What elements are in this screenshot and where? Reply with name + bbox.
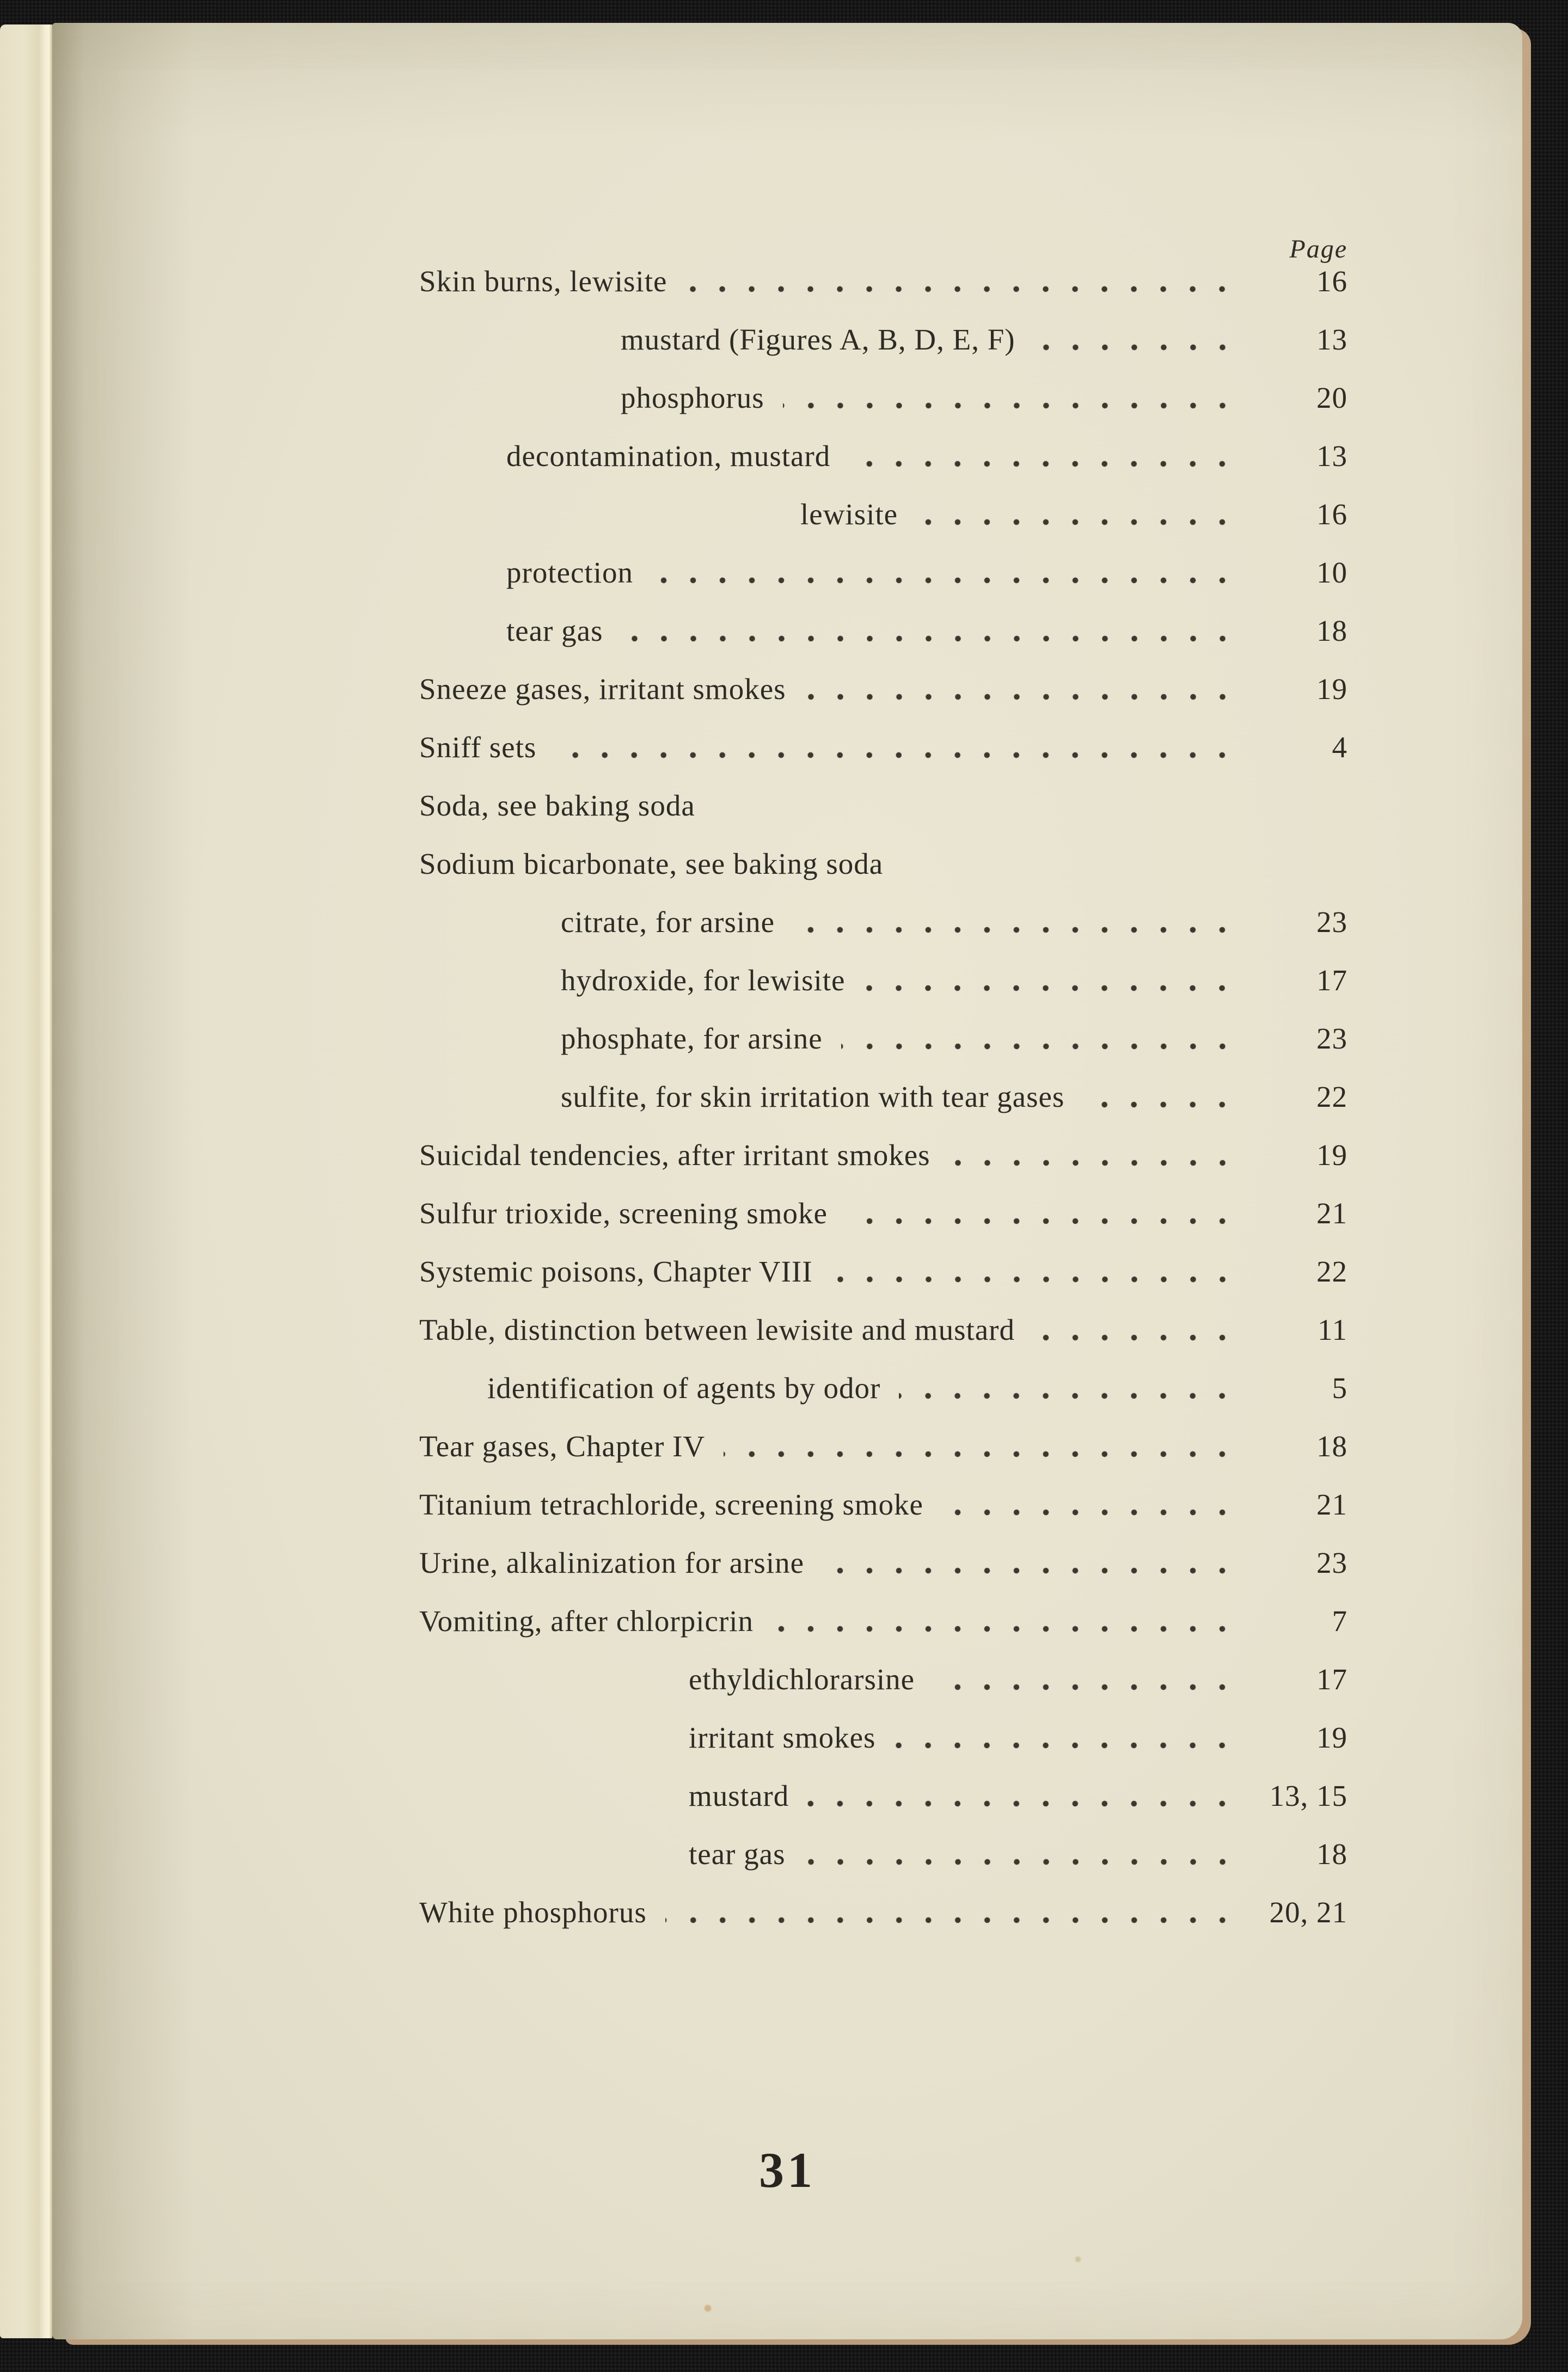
leader-dots (1034, 310, 1237, 369)
index-entry-row (419, 310, 1347, 369)
entry-label: Sneeze gases, irritant smokes (419, 672, 786, 706)
leader-dots (665, 1883, 1237, 1941)
entry-label: Titanium tetrachloride, screening smoke (419, 1488, 923, 1521)
leader-dots (949, 1126, 1237, 1184)
entry-page-number: 19 (1316, 672, 1347, 706)
index-entry-row (419, 602, 1347, 660)
index-entry-row (419, 1126, 1347, 1184)
page-column-header: Page (1289, 235, 1347, 263)
index-entry-row (419, 427, 1347, 485)
leader-dots (793, 893, 1237, 951)
index-entry-row (419, 776, 1347, 835)
entry-label: Sodium bicarbonate, see baking soda (419, 847, 884, 880)
entry-page-number: 7 (1332, 1604, 1347, 1638)
entry-page-number: 13 (1316, 439, 1347, 473)
entry-page-number: 23 (1316, 1546, 1347, 1579)
leader-dots (555, 718, 1237, 776)
entry-page-number: 13 (1316, 323, 1347, 356)
entry-label: hydroxide, for lewisite (561, 964, 846, 997)
entry-page-number: 17 (1316, 1663, 1347, 1696)
leader-dots (823, 1534, 1237, 1592)
entry-label: tear gas (506, 614, 603, 647)
leader-dots (894, 1708, 1237, 1767)
entry-label: Tear gases, Chapter IV (419, 1430, 706, 1463)
entry-label: identification of agents by odor (487, 1371, 881, 1405)
entry-page-number: 4 (1332, 731, 1347, 764)
leader-dots (724, 1417, 1237, 1475)
entry-label: mustard (689, 1779, 789, 1812)
leader-dots (772, 1592, 1237, 1650)
index-entry-row (419, 1475, 1347, 1534)
leader-dots (1083, 1068, 1237, 1126)
leader-dots (846, 1184, 1237, 1242)
index-entry-row (419, 835, 1347, 893)
leader-dots (902, 835, 1237, 893)
leader-dots (685, 252, 1237, 310)
entry-label: lewisite (800, 498, 898, 531)
entry-label: phosphate, for arsine (561, 1022, 823, 1055)
index-entry-row (419, 718, 1347, 776)
entry-page-number: 18 (1316, 614, 1347, 647)
entry-label: citrate, for arsine (561, 905, 775, 939)
index-entry-row (419, 1359, 1347, 1417)
index-entry-row (419, 1417, 1347, 1475)
index-entry-row (419, 1068, 1347, 1126)
index-entry-row (419, 369, 1347, 427)
index-entry-row (419, 1301, 1347, 1359)
entry-label: ethyldichlorarsine (689, 1663, 915, 1696)
index-entry-row (419, 951, 1347, 1009)
entry-label: decontamination, mustard (506, 439, 831, 473)
leader-dots (1033, 1301, 1237, 1359)
book-gutter-fold (0, 24, 52, 2338)
page-number: 31 (759, 2142, 816, 2198)
leader-dots (831, 1242, 1237, 1301)
index-entry-row (419, 1883, 1347, 1941)
entry-label: Systemic poisons, Chapter VIII (419, 1255, 813, 1288)
index-entry-row (419, 1767, 1347, 1825)
entry-label: sulfite, for skin irritation with tear gases (561, 1080, 1065, 1113)
leader-dots (863, 951, 1237, 1009)
leader-dots (622, 602, 1238, 660)
entry-page-number: 16 (1316, 265, 1347, 298)
entry-page-number: 23 (1316, 1022, 1347, 1055)
entry-page-number: 19 (1316, 1721, 1347, 1754)
entry-label: Urine, alkalinization for arsine (419, 1546, 805, 1579)
entry-label: phosphorus (621, 381, 764, 414)
entry-label: mustard (Figures A, B, D, E, F) (621, 323, 1015, 356)
leader-dots (652, 543, 1237, 602)
entry-page-number: 10 (1316, 556, 1347, 589)
leader-dots (807, 1767, 1237, 1825)
entry-label: protection (506, 556, 633, 589)
leader-dots (783, 369, 1237, 427)
entry-page-number: 22 (1316, 1255, 1347, 1288)
entry-page-number: 18 (1316, 1430, 1347, 1463)
index-entry-row (419, 252, 1347, 310)
index-entry-row (419, 1825, 1347, 1883)
leader-dots (933, 1650, 1237, 1708)
leader-dots (942, 1475, 1237, 1534)
entry-page-number: 13, 15 (1269, 1779, 1347, 1812)
leader-dots (805, 660, 1237, 718)
index-entry-row (419, 1592, 1347, 1650)
entry-page-number: 20, 21 (1269, 1896, 1347, 1929)
book-page (52, 23, 1522, 2339)
entry-page-number: 19 (1316, 1138, 1347, 1172)
leader-dots (899, 1359, 1237, 1417)
entry-page-number: 22 (1316, 1080, 1347, 1113)
entry-label: Skin burns, lewisite (419, 265, 667, 298)
index-entry-row (419, 1650, 1347, 1708)
entry-label: White phosphorus (419, 1896, 647, 1929)
index-entry-row (419, 1009, 1347, 1068)
entry-page-number: 20 (1316, 381, 1347, 414)
leader-dots (916, 485, 1237, 543)
entry-page-number: 21 (1316, 1197, 1347, 1230)
leader-dots (841, 1009, 1237, 1068)
leader-dots (804, 1825, 1238, 1883)
index-entry-row (419, 893, 1347, 951)
index-entry-row (419, 1242, 1347, 1301)
entry-label: irritant smokes (689, 1721, 876, 1754)
entry-page-number: 16 (1316, 498, 1347, 531)
entry-label: Sniff sets (419, 731, 537, 764)
entry-page-number: 23 (1316, 905, 1347, 939)
entry-label: Sulfur trioxide, screening smoke (419, 1197, 828, 1230)
entry-label: Table, distinction between lewisite and mustard (419, 1313, 1015, 1346)
entry-label: Soda, see baking soda (419, 789, 695, 822)
entry-page-number: 11 (1318, 1313, 1347, 1346)
leader-dots (714, 776, 1237, 835)
entry-page-number: 21 (1316, 1488, 1347, 1521)
leader-dots (849, 427, 1237, 485)
entry-page-number: 17 (1316, 964, 1347, 997)
entry-label: tear gas (689, 1837, 786, 1871)
index-entry-row (419, 1534, 1347, 1592)
index-entry-row (419, 1184, 1347, 1242)
entry-label: Suicidal tendencies, after irritant smokes (419, 1138, 930, 1172)
index-entry-row (419, 485, 1347, 543)
entry-label: Vomiting, after chlorpicrin (419, 1604, 754, 1638)
index-entry-row (419, 1708, 1347, 1767)
entry-page-number: 18 (1316, 1837, 1347, 1871)
entry-page-number: 5 (1332, 1371, 1347, 1405)
index-entry-row (419, 543, 1347, 602)
index-entry-row (419, 660, 1347, 718)
index-entries (419, 252, 1347, 1941)
